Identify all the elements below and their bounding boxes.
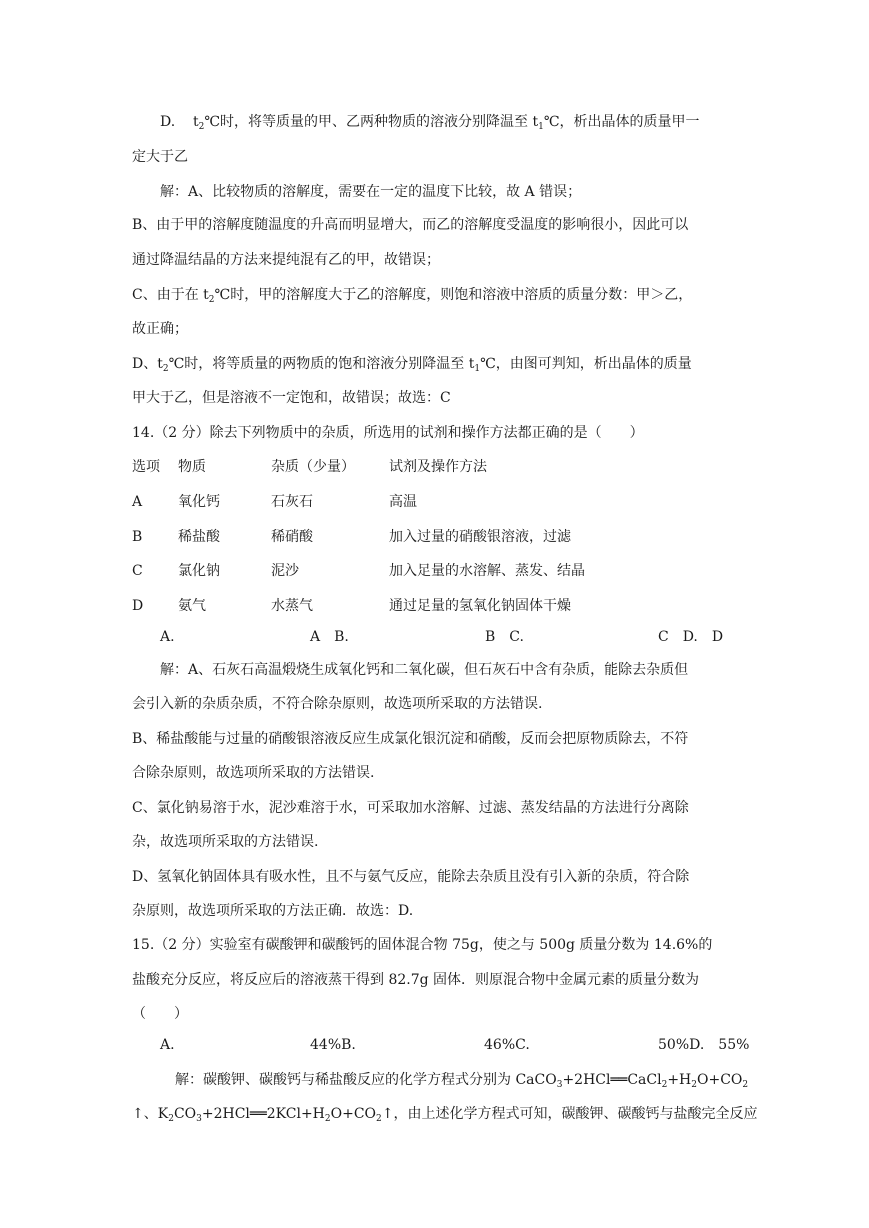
row-d-method: 通过足量的氢氧化钠固体干燥	[389, 598, 571, 614]
option-d-line2: 定大于乙	[132, 149, 188, 165]
solution15-line2-sub1: 2	[168, 1114, 174, 1124]
choice-a: A.	[160, 1037, 175, 1053]
header-impurity: 杂质（少量）	[271, 459, 355, 475]
solution15-line2-e: ↑，由上述化学方程式可知，碳酸钾、碳酸钙与盐酸完全反应	[381, 1106, 758, 1122]
solution13-line6-sub2: 1	[474, 364, 481, 374]
solution15-line1	[175, 1070, 748, 1095]
row-a-substance: 氧化钙	[178, 494, 220, 510]
solution13-line4-b: ℃时，甲的溶解度大于乙的溶解度，则饱和溶液中溶质的质量分数：甲＞乙，	[214, 287, 693, 303]
solution15-line1-a: 解：碳酸钾、碳酸钙与稀盐酸反应的化学方程式分别为 CaCO	[175, 1072, 557, 1088]
solution14-line1: 解：A、石灰石高温煅烧生成氧化钙和二氧化碳，但石灰石中含有杂质，能除去杂质但	[160, 662, 689, 678]
solution13-line1: 解：A、比较物质的溶解度，需要在一定的温度下比较，故 A 错误；	[160, 184, 582, 200]
solution15-line1-sub2: 2	[661, 1080, 668, 1090]
row-d-impurity: 水蒸气	[271, 598, 313, 614]
solution13-line5: 故正确；	[132, 321, 188, 337]
option-d-prefix: D.	[160, 114, 176, 130]
header-option: 选项	[132, 459, 160, 475]
solution15-line1-c: +H	[667, 1072, 692, 1088]
row-b-substance: 稀盐酸	[178, 529, 220, 545]
question15-stem-line3: （ ）	[132, 1006, 188, 1022]
solution15-line2-d: O+CO	[330, 1106, 377, 1122]
option-d-line	[160, 112, 700, 137]
solution14-line2: 会引入新的杂质杂质，不符合除杂原则，故选项所采取的方法错误.	[132, 696, 543, 712]
question15-stem-line2: 盐酸充分反应，将反应后的溶液蒸干得到 82.7g 固体．则原混合物中金属元素的质量分数为	[132, 972, 700, 988]
choice-c: 46%C.	[484, 1037, 530, 1053]
row-c-option: C	[132, 563, 143, 579]
solution14-line7: D、氢氧化钠固体具有吸水性，且不与氨气反应，能除去杂质且没有引入新的杂质，符合除	[132, 869, 690, 885]
solution13-line6-c: ℃，由图可判知，析出晶体的质量	[480, 356, 692, 372]
question15-stem-line1: 15.（2 分）实验室有碳酸钾和碳酸钙的固体混合物 75g，使之与 500g 质量分数为 14.6%的	[132, 937, 713, 953]
header-substance: 物质	[178, 459, 206, 475]
question14-stem: 14.（2 分）除去下列物质中的杂质，所选用的试剂和操作方法都正确的是（ ）	[132, 425, 644, 441]
row-b-impurity: 稀硝酸	[271, 529, 313, 545]
solution13-line6-b: ℃时，将等质量的两物质的饱和溶液分别降温至 t	[168, 356, 475, 372]
option-d-sub-a: 2	[198, 122, 205, 132]
solution14-line3: B、稀盐酸能与过量的硝酸银溶液反应生成氯化银沉淀和硝酸，反而会把原物质除去，不符	[132, 731, 689, 747]
choice-d: 50%D. 55%	[658, 1037, 750, 1053]
option-d-text-c: ℃，析出晶体的质量甲一	[543, 114, 700, 130]
solution15-line2-b: CO	[173, 1106, 197, 1122]
row-b-method: 加入过量的硝酸银溶液，过滤	[389, 529, 571, 545]
choice-a: A.	[160, 629, 175, 645]
row-d-option: D	[132, 598, 144, 614]
row-d-substance: 氨气	[178, 598, 206, 614]
solution15-line2	[132, 1104, 758, 1129]
solution13-line4	[132, 285, 692, 310]
row-c-method: 加入足量的水溶解、蒸发、结晶	[389, 563, 585, 579]
row-c-impurity: 泥沙	[271, 563, 299, 579]
choice-b: A B.	[310, 629, 349, 645]
solution13-line4-a: C、由于在 t	[132, 287, 209, 303]
row-a-impurity: 石灰石	[271, 494, 313, 510]
choice-b: 44%B.	[310, 1037, 356, 1053]
solution15-line1-b: +2HCl══CaCl	[562, 1072, 662, 1088]
solution14-line8: 杂原则，故选项所采取的方法正确．故选：D.	[132, 903, 414, 919]
row-c-substance: 氯化钠	[178, 563, 220, 579]
header-method: 试剂及操作方法	[389, 459, 487, 475]
solution15-line2-a: ↑、K	[132, 1106, 169, 1122]
choice-d: C D. D	[658, 629, 724, 645]
solution13-line6	[132, 354, 692, 379]
row-a-method: 高温	[389, 494, 417, 510]
solution14-line4: 合除杂原则，故选项所采取的方法错误.	[132, 765, 375, 781]
solution13-line7: 甲大于乙，但是溶液不一定饱和，故错误；故选：C	[132, 390, 451, 406]
solution14-line6: 杂，故选项所采取的方法错误.	[132, 834, 319, 850]
solution15-line2-c: +2HCl══2KCl+H	[201, 1106, 325, 1122]
solution15-line1-sub4: 2	[742, 1080, 749, 1090]
solution13-line3: 通过降温结晶的方法来提纯混有乙的甲，故错误；	[132, 252, 440, 268]
solution13-line4-sub: 2	[208, 295, 215, 305]
solution13-line6-sub1: 2	[162, 364, 169, 374]
option-d-text-b: ℃时，将等质量的甲、乙两种物质的溶液分别降温至 t	[204, 114, 539, 130]
solution15-line1-d: O+CO	[697, 1072, 743, 1088]
solution15-line2-sub4: 2	[376, 1114, 382, 1124]
option-d-sub-b: 1	[538, 122, 544, 132]
solution15-line1-sub3: 2	[691, 1080, 698, 1090]
option-d-text-a: t	[193, 114, 199, 130]
choice-c: B C.	[485, 629, 524, 645]
solution15-line2-sub2: 3	[196, 1114, 202, 1124]
solution13-line6-a: D、t	[132, 356, 163, 372]
solution13-line2: B、由于甲的溶解度随温度的升高而明显增大，而乙的溶解度受温度的影响很小，因此可以	[132, 217, 689, 233]
row-b-option: B	[132, 529, 143, 545]
solution15-line2-sub3: 2	[324, 1114, 331, 1124]
solution14-line5: C、氯化钠易溶于水，泥沙难溶于水，可采取加水溶解、过滤、蒸发结晶的方法进行分离除	[132, 800, 689, 816]
solution15-line1-sub1: 3	[556, 1080, 563, 1090]
row-a-option: A	[132, 494, 143, 510]
